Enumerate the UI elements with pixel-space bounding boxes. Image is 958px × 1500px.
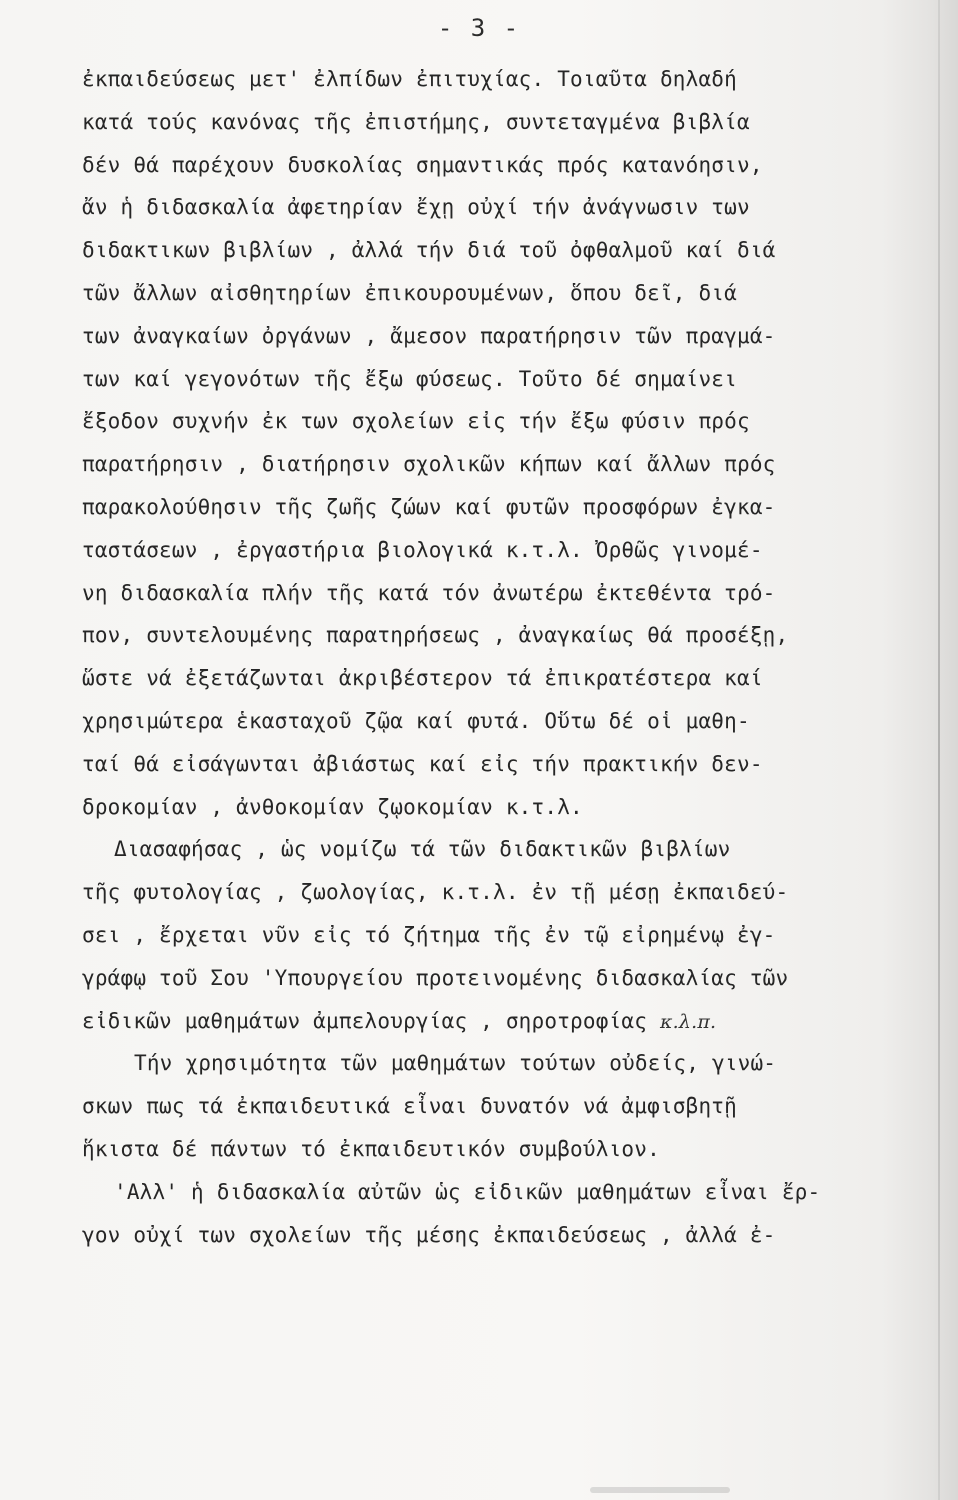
page-number: - 3 -	[437, 14, 521, 42]
text-line-11: παρακολούθησιν τῆς ζωῆς ζώων καί φυτῶν προσφόρων ἐγκα-	[82, 494, 776, 519]
text-line-27: 'Αλλ' ἡ διδασκαλία αὐτῶν ὡς εἰδικῶν μαθημάτων εἶναι ἔρ-	[114, 1179, 821, 1204]
text-line-6: τῶν ἄλλων αἰσθητηρίων ἐπικουρουμένων, ὅπου δεῖ, διά	[82, 280, 737, 305]
text-line-25: σκων πως τά ἐκπαιδευτικά εἶναι δυνατόν νά ἀμφισβητῇ	[82, 1094, 737, 1119]
text-line-26: ἥκιστα δέ πάντων τό ἐκπαιδευτικόν συμβούλιον.	[82, 1136, 660, 1161]
text-line-10: παρατήρησιν , διατήρησιν σχολικῶν κήπων καί ἄλλων πρός	[82, 452, 776, 477]
text-line-21: σει , ἔρχεται νῦν εἰς τό ζήτημα τῆς ἐν τῷ εἰρημένῳ ἐγ-	[82, 922, 776, 947]
text-line-13: νη διδασκαλία πλήν τῆς κατά τόν ἀνωτέρω ἐκτεθέντα τρό-	[82, 580, 776, 605]
text-line-16: χρησιμώτερα ἑκασταχοῦ ζῷα καί φυτά. Οὕτω δέ οἱ μαθη-	[82, 708, 750, 733]
scan-smudge	[590, 1487, 730, 1493]
text-line-15: ὥστε νά ἐξετάζωνται ἀκριβέστερον τά ἐπικρατέστερα καί	[82, 666, 763, 691]
text-line-28: γον οὐχί των σχολείων τῆς μέσης ἐκπαιδεύσεως , ἀλλά ἐ-	[82, 1222, 776, 1247]
handwritten-annotation: κ.λ.π.	[659, 1010, 717, 1033]
text-line-20: τῆς φυτολογίας , ζωολογίας, κ.τ.λ. ἐν τῇ μέσῃ ἐκπαιδεύ-	[82, 880, 789, 905]
text-line-4: ἄν ἡ διδασκαλία ἀφετηρίαν ἔχῃ οὐχί τήν ἀνάγνωσιν των	[82, 195, 750, 220]
text-line-19: Διασαφήσας , ὡς νομίζω τά τῶν διδακτικῶν βιβλίων	[114, 837, 731, 862]
text-line-8: των καί γεγονότων τῆς ἔξω φύσεως. Τοῦτο δέ σημαίνει	[82, 366, 737, 391]
text-line-23-typed: εἰδικῶν μαθημάτων ἀμπελουργίας , σηροτροφίας	[82, 1008, 648, 1033]
text-line-12: ταστάσεων , ἐργαστήρια βιολογικά κ.τ.λ. Ὀρθῶς γινομέ-	[82, 537, 763, 562]
text-line-3: δέν θά παρέχουν δυσκολίας σημαντικάς πρός κατανόησιν,	[82, 152, 763, 177]
text-line-1: ἐκπαιδεύσεως μετ' ἐλπίδων ἐπιτυχίας. Τοιαῦτα δηλαδή	[82, 67, 737, 91]
text-line-2: κατά τούς κανόνας τῆς ἐπιστήμης, συντεταγμένα βιβλία	[82, 109, 750, 134]
text-line-23	[82, 1000, 920, 1043]
text-line-7: των ἀναγκαίων ὀργάνων , ἄμεσον παρατήρησιν τῶν πραγμά-	[82, 323, 776, 348]
text-line-9: ἔξοδον συχνήν ἐκ των σχολείων εἰς τήν ἔξω φύσιν πρός	[82, 409, 750, 434]
text-line-5: διδακτικων βιβλίων , ἀλλά τήν διά τοῦ ὀφθαλμοῦ καί διά	[82, 238, 776, 263]
page-edge-shadow	[938, 0, 940, 1500]
text-line-14: πον, συντελουμένης παρατηρήσεως , ἀναγκαίως θά προσέξῃ,	[82, 623, 789, 648]
text-line-18: δροκομίαν , ἀνθοκομίαν ζῳοκομίαν κ.τ.λ.	[82, 794, 583, 819]
text-line-22: γράφῳ τοῦ Σου 'Υπουργείου προτεινομένης διδασκαλίας τῶν	[82, 965, 789, 990]
text-line-17: ταί θά εἰσάγωνται ἀβιάστως καί εἰς τήν πρακτικήν δεν-	[82, 751, 763, 776]
text-line-24: Τήν χρησιμότητα τῶν μαθημάτων τούτων οὐδείς, γινώ-	[134, 1051, 777, 1076]
body-text	[82, 58, 920, 1256]
